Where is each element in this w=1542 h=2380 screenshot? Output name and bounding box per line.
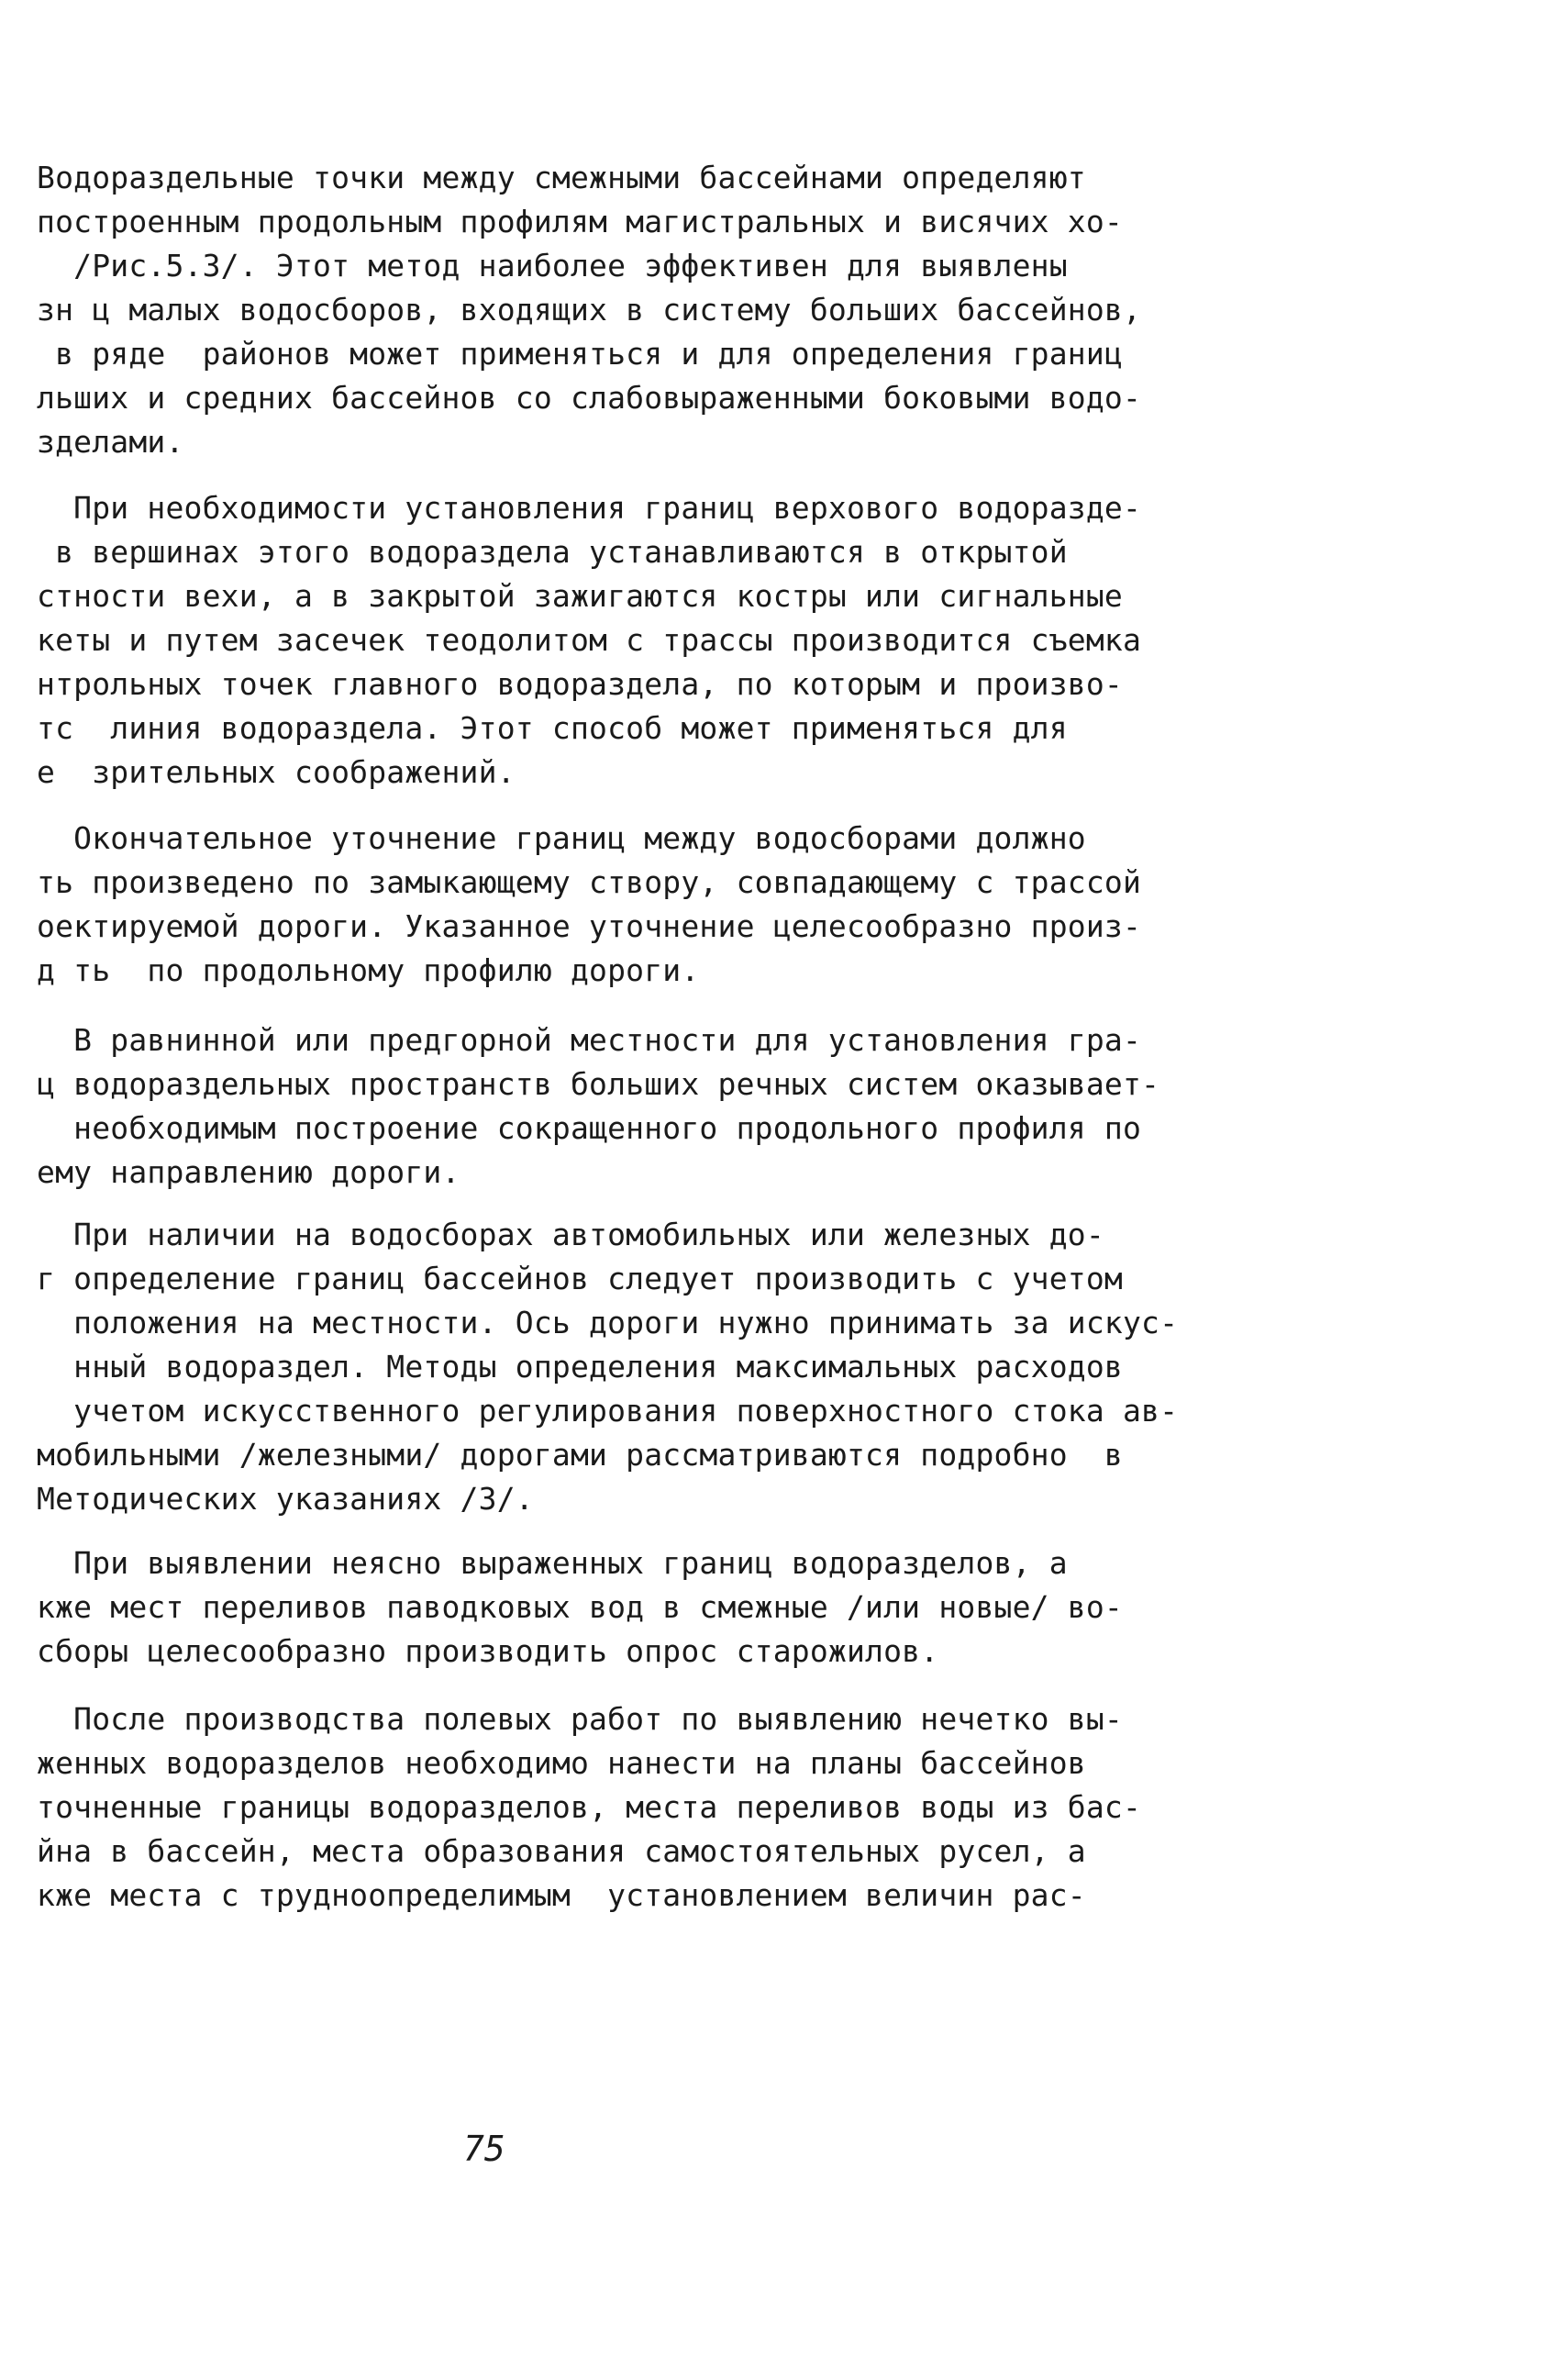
text-line: При наличии на водосборах автомобильных или железных до- [37,1217,1104,1252]
text-line: ть произведено по замыкающему створу, совпадающему с трассой [37,864,1142,900]
text-line: При необходимости установления границ верхового водоразде- [37,490,1142,526]
text-line: зн ц малых водосборов, входящих в систему больших бассейнов, [37,292,1142,328]
text-line: кже мест переливов паводковых вод в смежные /или новые/ во- [37,1589,1123,1625]
text-line: кже места с труднoопределимым установлением величин рас- [37,1877,1086,1913]
text-line: точненные границы водоразделов, места переливов воды из бас- [37,1789,1142,1825]
text-line: нный водораздел. Методы определения максимальных расходов [37,1349,1123,1385]
text-line: положения на местности. Ось дороги нужно принимать за искус- [37,1305,1179,1340]
paragraph-7 [37,1697,1229,1918]
text-line: ему направлению дороги. [37,1154,460,1190]
text-line: построенным продольным профилям магистральных и висячих хо- [37,204,1123,239]
text-line: Методических указаниях /3/. [37,1481,534,1517]
paragraph-3 [37,817,1229,993]
paragraph-5 [37,1213,1229,1521]
text-line: д ть по продольному профилю дороги. [37,952,700,988]
text-line: нтрольных точек главного водораздела, по которым и произво- [37,666,1123,702]
text-line: женных водоразделов необходимо нанести на планы бассейнов [37,1745,1086,1781]
text-line: йна в бассейн, места образования самостоятельных русел, а [37,1833,1086,1869]
text-line: ц водораздельных пространств больших речных систем оказывает- [37,1066,1160,1102]
text-line: Водораздельные точки между смежными бассейнами определяют [37,160,1086,195]
text-line: При выявлении неясно выраженных границ водоразделов, а [37,1545,1068,1581]
text-line: в вершинах этого водораздела устанавливаются в открытой [37,534,1068,570]
paragraph-6 [37,1541,1229,1674]
text-line: оектируемой дороги. Указанное уточнение целесообразно произ- [37,908,1142,944]
text-line: льших и средних бассейнов со слабовыраженными боковыми водо- [37,380,1142,416]
text-line: зделами. [37,424,184,460]
text-line: мобильными /железными/ дорогами рассматриваются подробно в [37,1437,1123,1473]
text-line: в ряде районов может применяться и для определения границ [37,336,1123,372]
page-number: 75 [463,2129,505,2169]
text-line: После производства полевых работ по выявлению нечетко вы- [37,1701,1123,1737]
paragraph-2 [37,486,1229,795]
text-line: В равнинной или предгорной местности для установления гра- [37,1022,1142,1058]
text-line: кеты и путем засечек теодолитом с трассы производится съемка [37,622,1142,658]
text-line: Окончательное уточнение границ между водосборами должно [37,820,1086,856]
text-line: тс линия водораздела. Этот способ может применяться для [37,710,1068,746]
paragraph-1 [37,156,1229,464]
text-line: е зрительных соображений. [37,754,516,790]
text-line: стности вехи, а в закрытой зажигаются костры или сигнальные [37,578,1123,614]
paragraph-4 [37,1018,1229,1195]
text-line: учетом искусственного регулирования поверхностного стока ав- [37,1393,1179,1429]
text-line: необходимым построение сокращенного продольного профиля по [37,1110,1142,1146]
text-line: сборы целесообразно производить опрос старожилов. [37,1633,939,1669]
text-line: г определение границ бассейнов следует производить с учетом [37,1261,1123,1296]
text-line: /Рис.5.3/. Этот метод наиболее эффективен для выявлены [37,248,1068,284]
